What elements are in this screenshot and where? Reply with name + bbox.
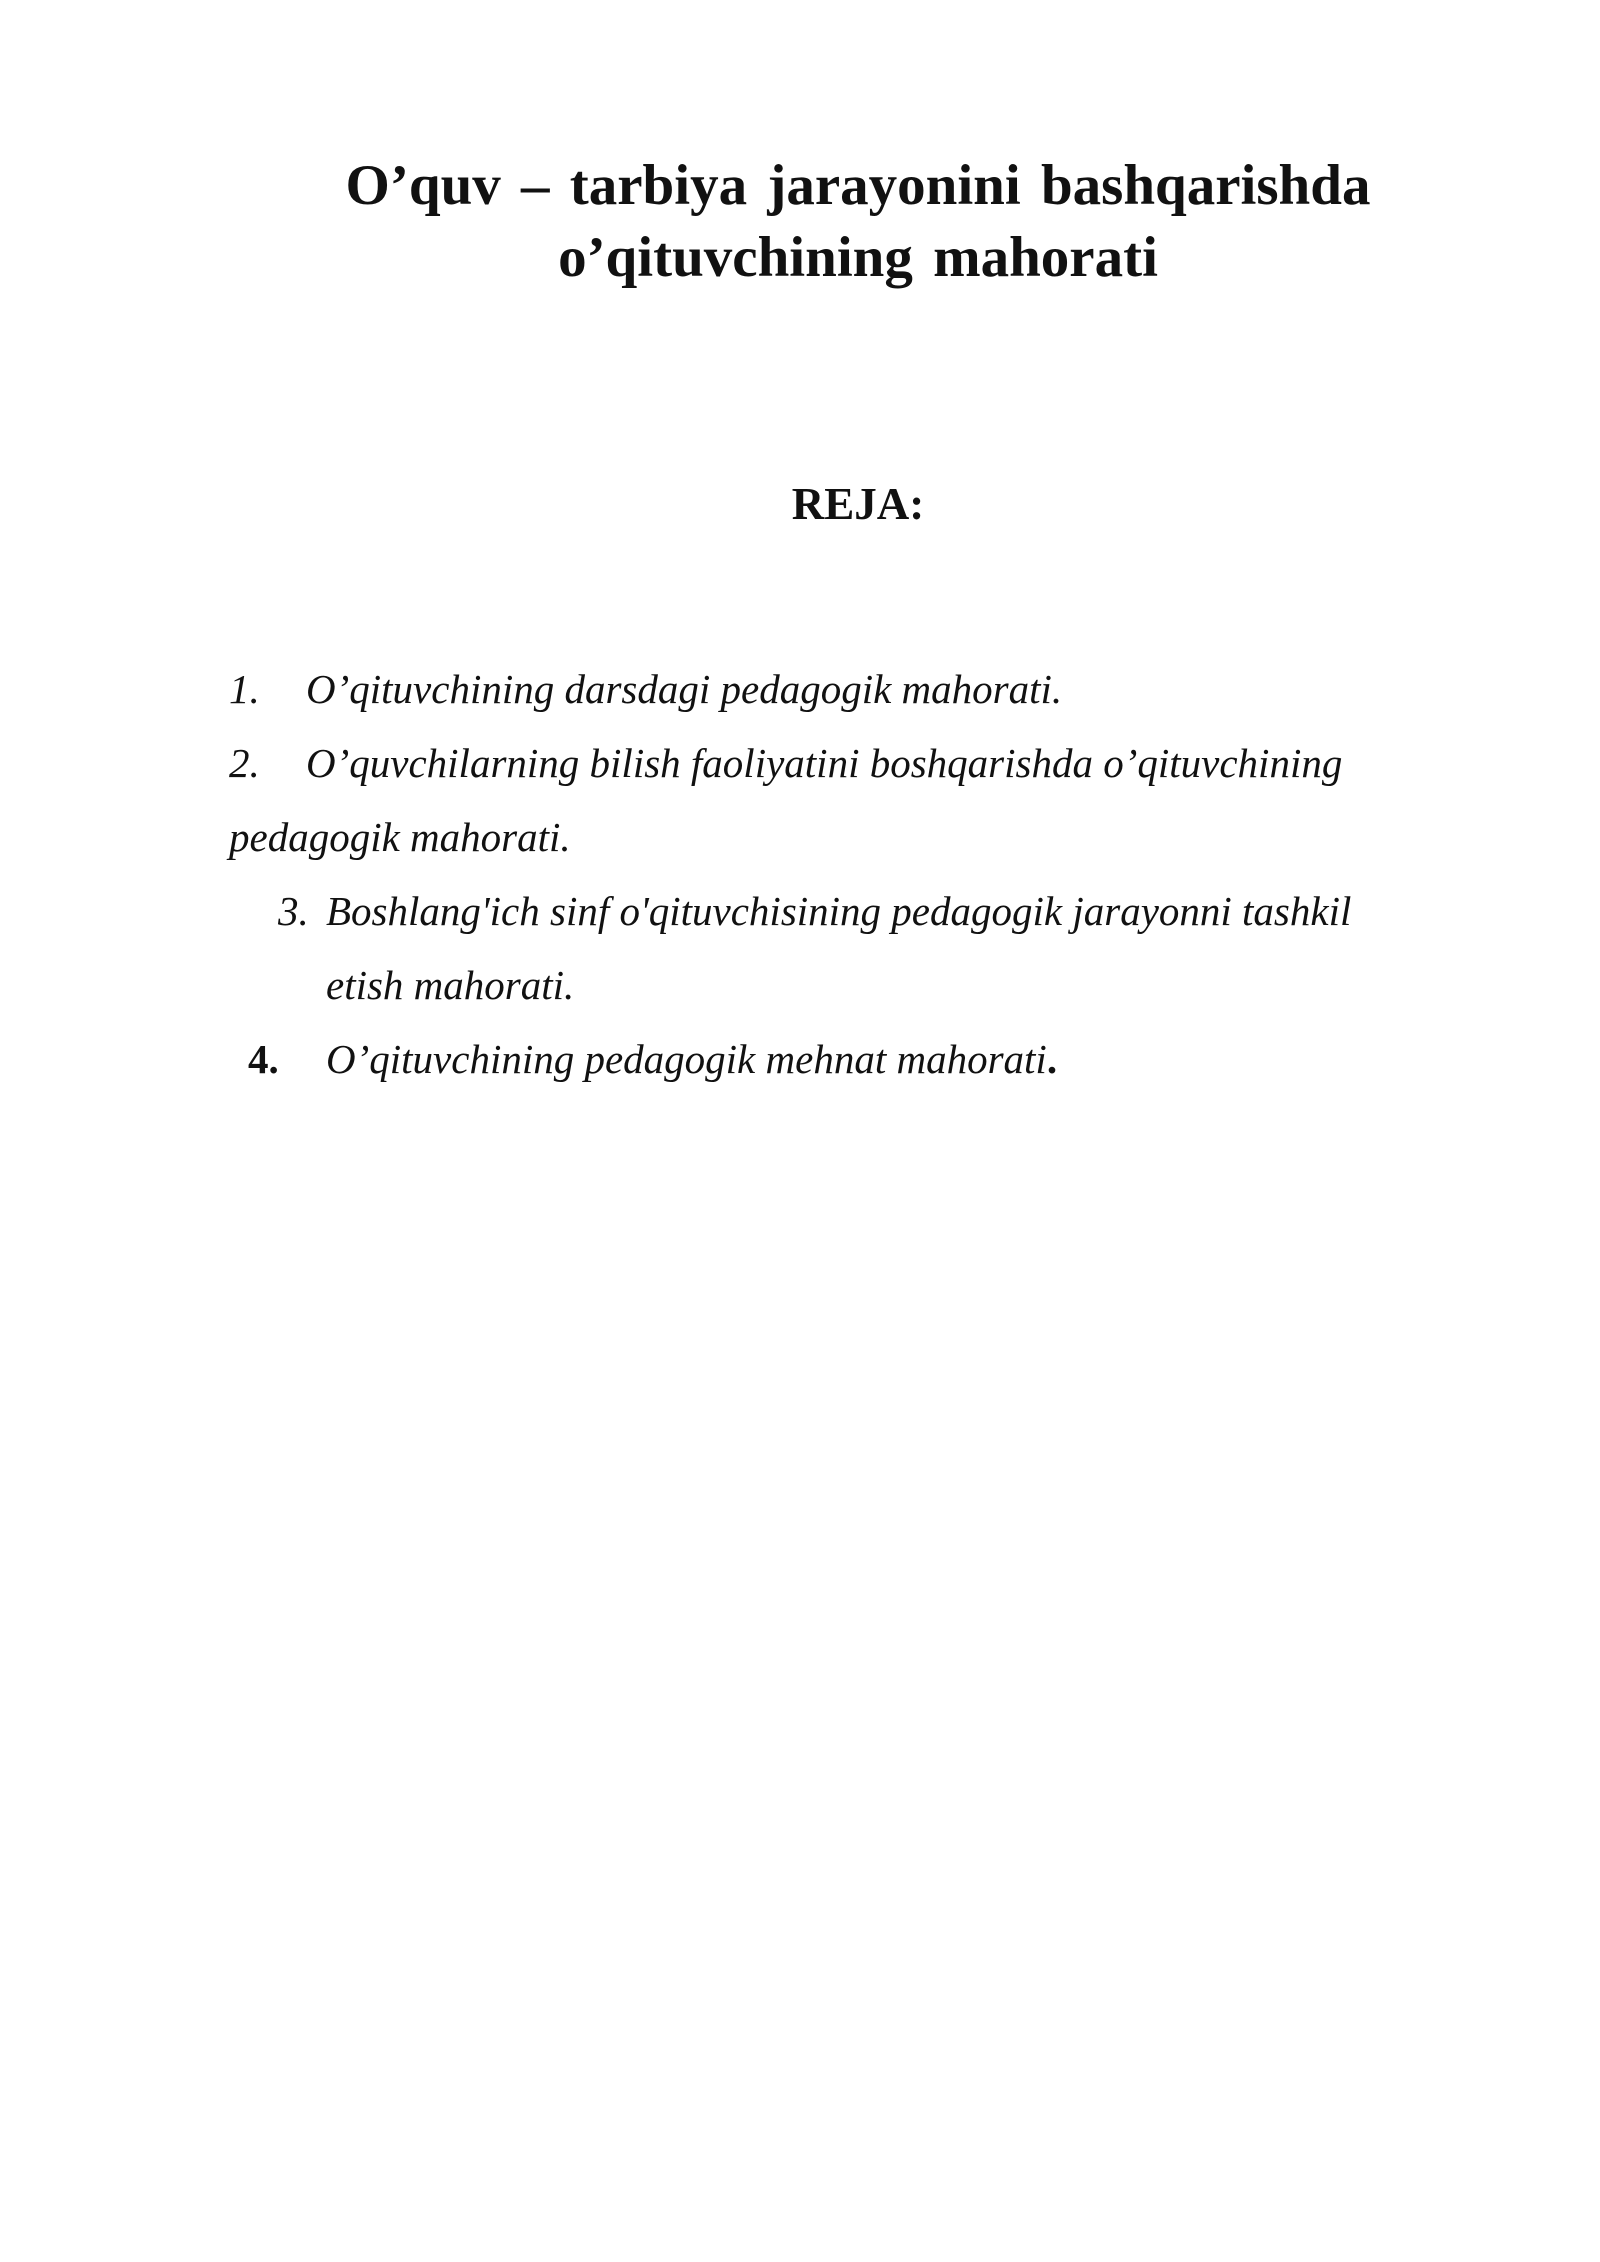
- plan-item-text: O’quvchilarning bilish faoliyatini boshqarishda o’qituvchining: [306, 740, 1343, 786]
- plan-item-number: 1.: [229, 666, 260, 712]
- plan-item-number: 2.: [229, 740, 260, 786]
- plan-item-trailing-period: .: [1046, 1036, 1058, 1082]
- plan-heading: REJA:: [791, 479, 925, 529]
- plan-item-text: O’qituvchining darsdagi pedagogik mahorati.: [306, 666, 1063, 712]
- plan-item-text: O’qituvchining pedagogik mehnat mahorati: [326, 1036, 1047, 1082]
- plan-item-text-continued: pedagogik mahorati.: [229, 814, 571, 860]
- plan-item-text: Boshlang'ich sinf o'qituvchisining pedagogik jarayonni tashkil: [326, 888, 1352, 934]
- plan-item-number: 4.: [248, 1036, 279, 1082]
- plan-item-text-wrapper: [326, 1034, 1057, 1084]
- plan-item-number: 3.: [278, 888, 309, 934]
- title-line-1: O’quv – tarbiya jarayonini bashqarishda: [345, 154, 1371, 217]
- plan-item-text-continued: etish mahorati.: [326, 962, 575, 1008]
- title-line-2: o’qituvchining mahorati: [558, 226, 1158, 289]
